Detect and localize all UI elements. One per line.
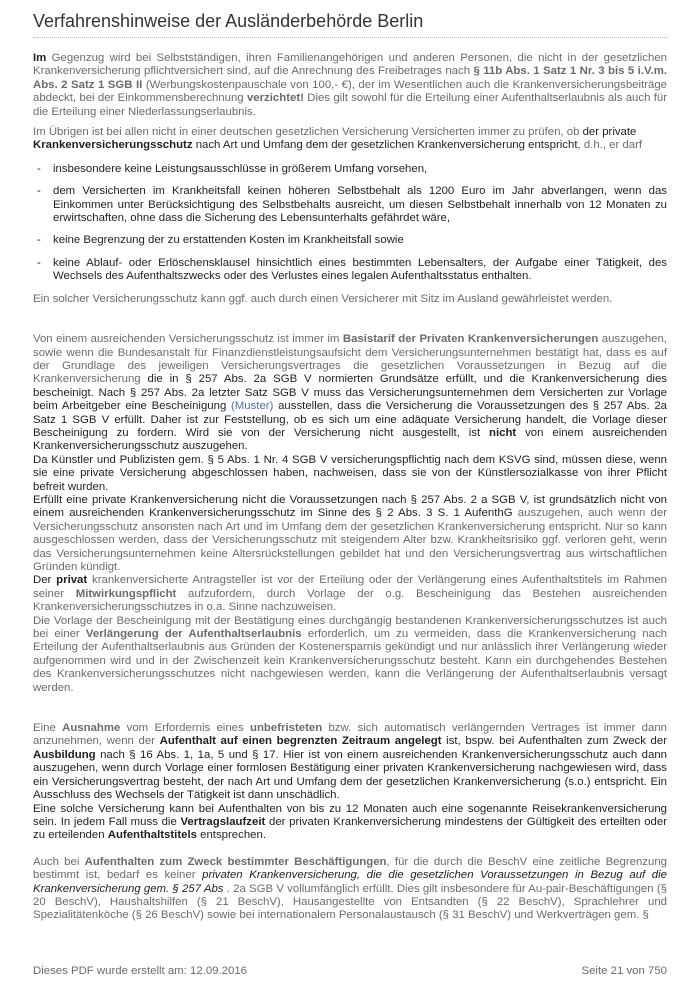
paragraph-pruefung: Im Übrigen ist bei allen nicht in einer deutschen gesetzlichen Versicherung Versicherten immer zu prüfen, ob der private Krankenversicherungsschutz nach Art und Umfang dem der gesetzlichen Krankenversicherung entspricht, d.h., er darf — [33, 126, 643, 152]
paragraph-beschaeftigungen: Auch bei Aufenthalten zum Zweck bestimmter Beschäftigungen, für die durch die BeschV eine zeitliche Begrenzung bestimmt ist, bedarf es keiner privaten Krankenversicherung, die die gesetzlichen Voraussetzungen in Bezug auf die Krankenversicherung gem. § 257 Abs . 2a SGB V vollumfänglich erfüllt. Dies gilt insbesondere für Au-pair-Beschäftigungen (§ 20 BeschV), Haushaltshilfen (§ 21 BeschV), Hausangestellte von Entsandten (§ 22 BeschV), Sprachlehrer und Spezialitätenköche (§ 26 BeschV) sowie bei internationalem Personalaustausch (§ 31 BeschV) und Werkverträgen gem. § — [33, 855, 668, 922]
list-item: - keine Begrenzung der zu erstattenden Kosten im Krankheitsfall sowie — [33, 234, 667, 247]
paragraph-ausland: Ein solcher Versicherungsschutz kann ggf. auch durch einen Versicherer mit Sitz im Ausland gewährleistet werden. — [33, 292, 613, 305]
paragraph-ausnahme: Eine Ausnahme vom Erfordernis eines unbefristeten bzw. sich automatisch verlängernden Vertrages ist immer dann anzunehmen, wenn der Aufenthalt auf einen begrenzten Zeitraum angelegt ist, bspw. bei Aufenthalten zum Zweck der Ausbildung nach § 16 Abs. 1, 1a, 5 und § 17. Hier ist von einem ausreichenden Krankenversicherungsschutz auch dann auszugehen, wenn durch Vorlage einer formlosen Bestätigung einer privaten Krankenversicherung nachgewiesen wird, dass ein Versicherungsvertrag besteht, der nach Art und Umfang dem der gesetzlichen Krankenversicherung (s.o.) entspricht. Ein Ausschluss des Wechsels der Tätigkeit ist dann unschädlich. Eine solche Versicherung kann bei Aufenthalten von bis zu 12 Monaten auch eine sogenannte Reisekrankenversicherung sein. In jedem Fall muss die Vertragslaufzeit der privaten Krankenversicherung mindestens der Gültigkeit des erteilten oder zu erteilenden Aufenthaltstitels entsprechen. — [33, 722, 668, 842]
title-divider — [33, 37, 667, 38]
page-number: Seite 21 von 750 — [581, 965, 667, 977]
list-item: - dem Versicherten im Krankheitsfall keinen höheren Selbstbehalt als 1200 Euro im Jahr abverlangen, wenn das Einkommen unter Berücksichtigung des Selbstbehalts ausreicht, um diesen Selbstbehalt innerhalb von 12 Monaten zu erwirtschaften, ohne dass die Sicherung des Lebensunterhalts gefährdet wäre, — [33, 185, 667, 225]
list-item: - keine Ablauf- oder Erlöschensklausel hinsichtlich eines bestimmten Lebensalters, der Aufgabe einer Tätigkeit, des Wechsels des Aufenthaltszwecks oder des Verlustes eines legalen Aufenthaltsstatus enthalten. — [33, 257, 667, 284]
creation-date: Dieses PDF wurde erstellt am: 12.09.2016 — [33, 965, 247, 977]
page-title: Verfahrenshinweise der Ausländerbehörde Berlin — [33, 11, 424, 31]
requirements-list — [33, 163, 667, 284]
paragraph-basistarif: Von einem ausreichenden Versicherungsschutz ist immer im Basistarif der Privaten Krankenversicherungen auszugehen, sowie wenn die Bundesanstalt für Finanzdienstleistungsaufsicht dem Versicherungsunternehmen bestätigt hat, dass es auf der Grundlage des jeweiligen Versicherungsvertrages die gesetzlichen Voraussetzungen in Bezug auf die Krankenversicherung die in § 257 Abs. 2a SGB V normierten Grundsätze erfüllt, und die Krankenversicherung dies bescheinigt. Nach § 257 Abs. 2a letzter Satz SGB V muss das Versicherungsunternehmen dem Versicherten zur Vorlage beim Arbeitgeber eine Bescheinigung (Muster) ausstellen, dass die Versicherung die Voraussetzungen des § 257 Abs. 2a Satz 1 SGB V erfüllt. Daher ist zur Feststellung, ob es sich um eine adäquate Versicherung handelt, die Vorlage dieser Bescheinigung zu fordern. Wird sie von der Versicherung nicht ausgestellt, ist nicht von einem ausreichenden Krankenversicherungsschutz auszugehen. Da Künstler und Publizisten gem. § 5 Abs. 1 Nr. 4 SGB V versicherungspflichtig nach dem KSVG sind, müssen diese, wenn sie eine private Versicherung abgeschlossen haben, nachweisen, dass sie von der Künstlersozialkasse von ihrer Pflicht befreit wurden. Erfüllt eine private Krankenversicherung nicht die Voraussetzungen nach § 257 Abs. 2 a SGB V, ist grundsätzlich nicht von einem ausreichenden Krankenversicherungsschutz im Sinne des § 2 Abs. 3 S. 1 AufenthG auszugehen, auch wenn der Versicherungsschutz ansonsten nach Art und im Umfang dem der gesetzlichen Krankenversicherung entspricht. Nur so kann ausgeschlossen werden, dass der Versicherungsschutz mit steigendem Alter bzw. Krankheitsrisiko ggf. verloren geht, wenn das Versicherungsunternehmen keine Altersrückstellungen gebildet hat und den Versicherungsvertrag aus wirtschaftlichen Gründen kündigt. Der privat krankenversicherte Antragsteller ist vor der Erteilung oder der Verlängerung eines Aufenthaltstitels im Rahmen seiner Mitwirkungspflicht aufzufordern, durch Vorlage der o.g. Bescheinigung das Bestehen ausreichenden Krankenversicherungsschutzes in o.a. Sinne nachzuweisen. Die Vorlage der Bescheinigung mit der Bestätigung eines durchgängig bestandenen Krankenversicherungsschutzes ist auch bei einer Verlängerung der Aufenthaltserlaubnis erforderlich, um zu vermeiden, dass die Krankenversicherung nach Erteilung der Aufenthaltserlaubnis aus Gründen der Kostenersparnis gekündigt und nur anlässlich ihrer Verlängerung wieder aufgenommen wird und in der Zwischenzeit kein Krankenversicherungsschutz besteht. Kann ein durchgehendes Bestehen des Krankenversicherungsschutzes nicht nachgewiesen werden, kann die Verlängerung der Aufenthaltserlaubnis versagt werden. — [33, 333, 668, 694]
document-body — [33, 52, 667, 923]
paragraph-selbststaendige: Im Gegenzug wird bei Selbstständigen, ihren Familienangehörigen und anderen Personen, die nicht in der gesetzlichen Krankenversicherung pflichtversichert sind, auf die Anrechnung des Freibetrages nach § 11b Abs. 1 Satz 1 Nr. 3 bis 5 i.V.m. Abs. 2 Satz 1 SGB II (Werbungskostenpauschale von 100,- €), der im Wesentlichen auch die Krankenversicherungsbeiträge abdeckt, bei der Einkommensberechnung verzichtet! Dies gilt sowohl für die Erteilung einer Aufenthaltserlaubnis als auch für die Erteilung einer Niederlassungserlaubnis. — [33, 52, 667, 118]
muster-link[interactable]: (Muster) — [231, 400, 274, 413]
page-footer — [33, 965, 667, 977]
list-item: - insbesondere keine Leistungsausschlüsse in größerem Umfang vorsehen, — [33, 163, 667, 176]
